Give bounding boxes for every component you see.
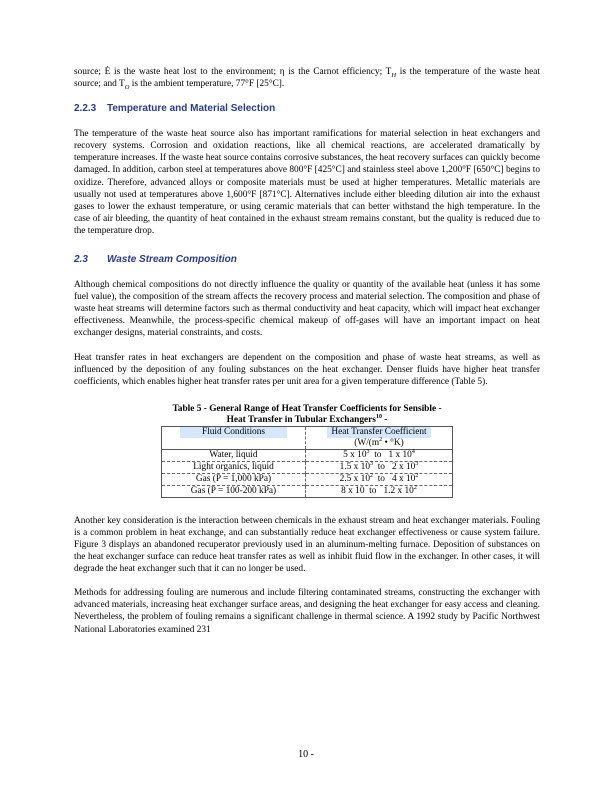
intro-text: is the ambient temperature, 77°F [25°C]. — [129, 79, 285, 90]
page-content — [74, 66, 540, 636]
subscript-h: H — [391, 71, 397, 79]
table-caption: Table 5 - General Range of Heat Transfer Coefficients for Sensible - Heat Transfer in Tubular Exchangers$^{10}$ - — [74, 404, 540, 426]
table-row — [162, 473, 453, 485]
intro-text: is the temperature of the waste heat source; and T — [74, 67, 540, 90]
section-number: 2.3 — [74, 254, 88, 266]
fluid-cell: Gas (P = 100-200 kPa) — [162, 485, 306, 497]
section-title: Waste Stream Composition — [107, 254, 237, 266]
section-title: Temperature and Material Selection — [107, 103, 276, 115]
fouling-methods-paragraph: Methods for addressing fouling are numerous and include filtering contaminated streams, constructing the exchanger with advanced materials, increasing heat exchanger surface areas, and designing the heat exchanger for easy access and cleaning. Nevertheless, the problem of fouling remains a significant challenge in thermal science. A 1992 study by Pacific Northwest National Laboratories examined 231 — [74, 588, 540, 635]
intro-paragraph — [74, 66, 540, 90]
caption-line: Heat Transfer in Tubular Exchangers — [226, 414, 376, 425]
table-row — [162, 461, 453, 473]
table-header-coefficient: Heat Transfer Coefficient ($W/(m^2$ • °K) — [306, 426, 453, 449]
section-heading-2-3 — [74, 254, 540, 265]
coefficient-cell: 1.5 x $10^3$ to 2 x $10^3$ — [306, 461, 453, 473]
caption-line: Table 5 - General Range of Heat Transfer Coefficients for Sensible - — [172, 403, 442, 414]
temperature-paragraph: The temperature of the waste heat source also has important ramifications for material selection in heat exchangers and recovery systems. Corrosion and oxidation reactions, like all chemical reactions, are accelerated dramatically by temperature increases. If the waste heat source contains corrosive substances, the heat recovery surfaces can quickly become damaged. In addition, carbon steel at temperatures above 800°F [425°C] and stainless steel above 1,200°F [650°C] begins to oxidize. Therefore, advanced alloys or composite materials must be used at higher temperatures. Metallic materials are usually not used at temperatures above 1,600°F [871°C]. Alternatives include either bleeding dilution air into the exhaust gases to lower the exhaust temperature, or using ceramic materials that can better withstand the high temperature. In the case of air bleeding, the quantity of heat contained in the exhaust stream remains constant, but the quality is reduced due to the temperature drop. — [74, 129, 540, 236]
coefficient-cell: 2.5 x $10^2$ to 4 x $10^2$ — [306, 473, 453, 485]
table-row — [162, 449, 453, 461]
coefficient-cell: 5 x $10^3$ to 1 x $10^4$ — [306, 449, 453, 461]
heat-transfer-table — [161, 426, 453, 498]
section-number: 2.2.3 — [74, 103, 97, 115]
page-number: 10 - — [298, 749, 314, 760]
fouling-paragraph: Another key consideration is the interaction between chemicals in the exhaust stream and heat exchanger materials. Fouling is a common problem in heat exchange, and can substantially reduce heat exchanger effectiveness or cause system failure. Figure 3 displays an abandoned recuperator previously used in an aluminum-melting furnace. Deposition of substances on the heat exchanger surface can reduce heat transfer rates as well as inhibit fluid flow in the exchanger. In other cases, it will degrade the heat exchanger such that it can no longer be used. — [74, 515, 540, 575]
fluid-cell: Light organics, liquid — [162, 461, 306, 473]
heat-transfer-paragraph: Heat transfer rates in heat exchangers are dependent on the composition and phase of waste heat streams, as well as influenced by the deposition of any fouling substances on the heat exchanger. Denser fluids have higher heat transfer coefficients, which enables higher heat transfer rates per unit area for a given temperature difference (Table 5). — [74, 352, 540, 387]
coefficient-cell: 8 x 10 to 1.2 x $10^2$ — [306, 485, 453, 497]
composition-paragraph: Although chemical compositions do not directly influence the quality or quantity of the available heat (unless it has some fuel value), the composition of the stream affects the recovery process and material selection. The composition and phase of waste heat streams will determine factors such as thermal conductivity and heat capacity, which will impact heat exchanger effectiveness. Meanwhile, the process-specific chemical makeup of off-gases will have an important impact on heat exchanger designs, material constraints, and costs. — [74, 280, 540, 339]
fluid-cell: Water, liquid — [162, 449, 306, 461]
table-header-fluid: Fluid Conditions — [162, 426, 306, 449]
subscript-o: O — [124, 83, 130, 91]
table-row — [162, 485, 453, 497]
caption-reference: 10 — [375, 413, 382, 420]
intro-text: source; Ė is the waste heat lost to the environment; η is the Carnot efficiency; T — [74, 67, 392, 77]
fluid-cell: Gas (P = 1,000 kPa) — [162, 473, 306, 485]
section-heading-2-2-3 — [74, 103, 540, 114]
